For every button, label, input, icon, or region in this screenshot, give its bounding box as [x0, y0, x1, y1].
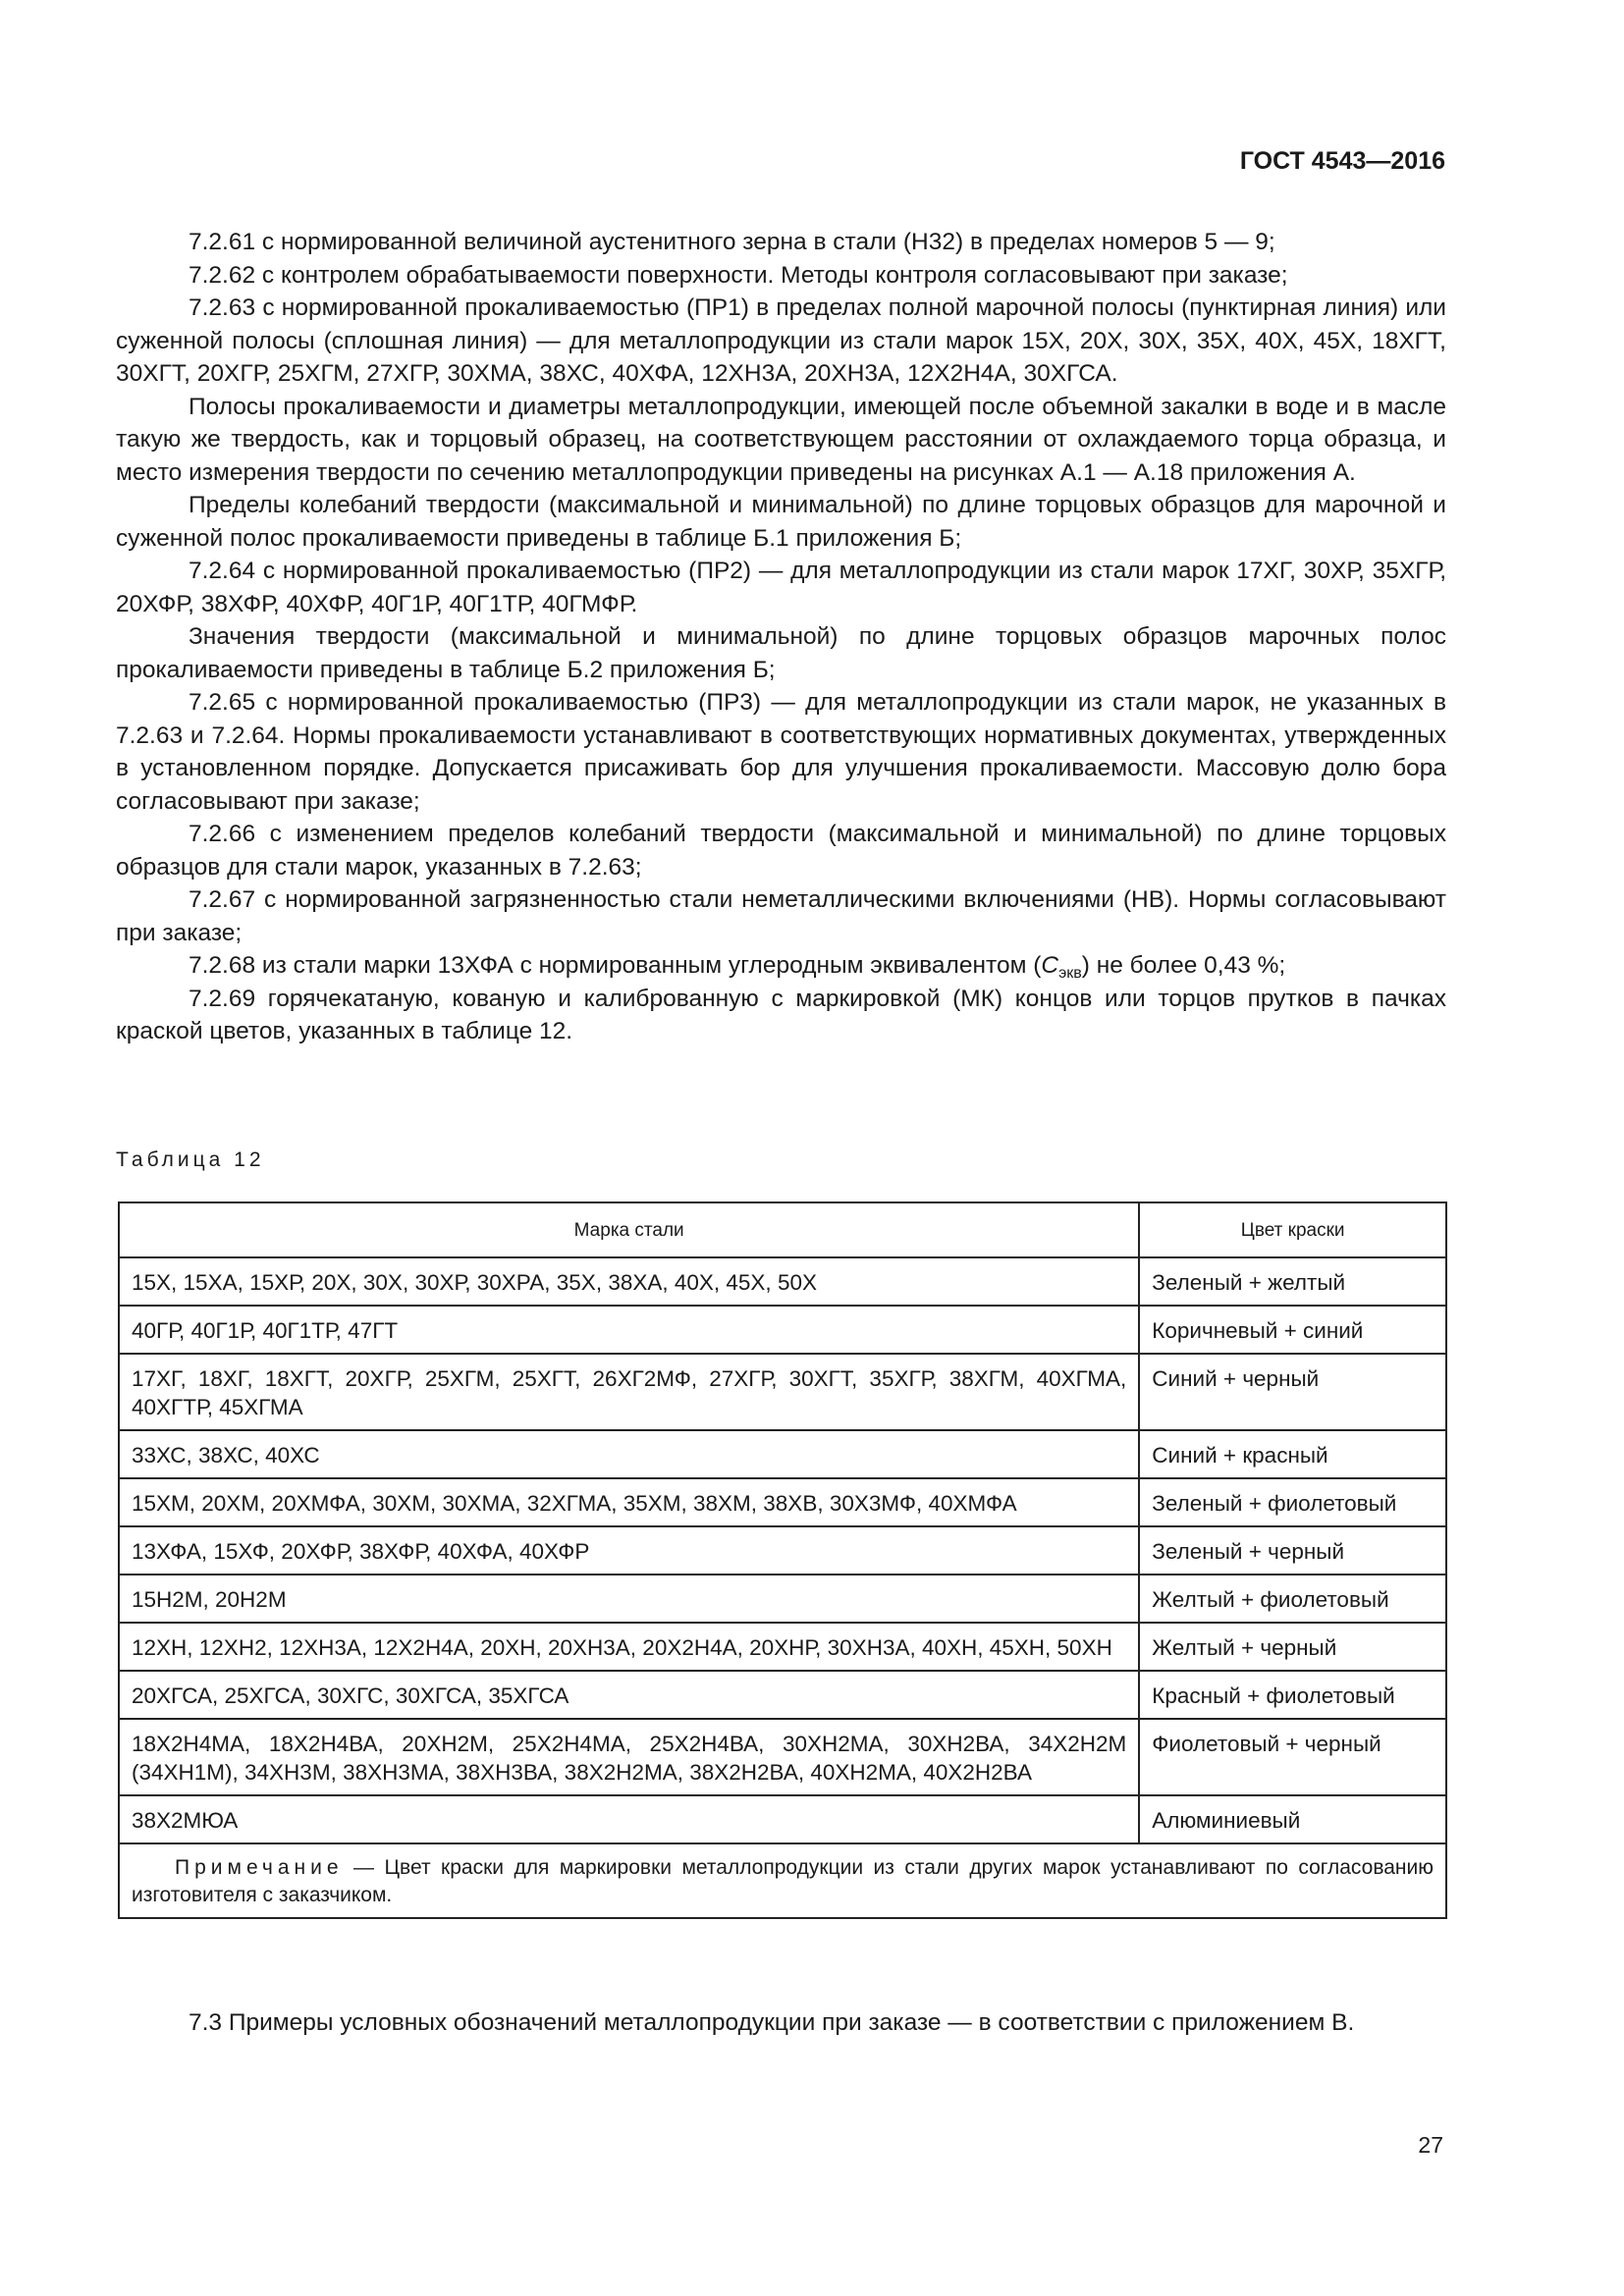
paragraph-7268-after: ) не более 0,43 %;: [1081, 952, 1286, 979]
header-paint-color: Цвет краски: [1139, 1202, 1446, 1257]
paint-color-cell: Желтый + фиолетовый: [1139, 1575, 1446, 1623]
carbon-equivalent-symbol: С: [1041, 952, 1059, 979]
paragraph-7-3: 7.3 Примеры условных обозначений металлопродукции при заказе — в соответствии с приложением В.: [189, 2009, 1355, 2036]
paragraph: 7.2.65 с нормированной прокаливаемостью (ПР3) — для металлопродукции из стали марок, не указанных в 7.2.63 и 7.2.64. Нормы прокаливаемости устанавливают в соответствующих нормативных документах, утвержденных в установленном порядке. Допускается присаживать бор для улучшения прокаливаемости. Массовую долю бора согласовывают при заказе;: [116, 689, 1446, 815]
steel-grades-cell: 12ХН, 12ХН2, 12ХН3А, 12Х2Н4А, 20ХН, 20ХН3А, 20Х2Н4А, 20ХНР, 30ХН3А, 40ХН, 45ХН, 50ХН: [119, 1623, 1139, 1671]
table-note-row: [119, 1843, 1446, 1918]
steel-grades-cell: 15ХМ, 20ХМ, 20ХМФА, 30ХМ, 30ХМА, 32ХГМА, 35ХМ, 38ХМ, 38ХВ, 30Х3МФ, 40ХМФА: [119, 1478, 1139, 1526]
table-header-row: [119, 1202, 1446, 1257]
paint-color-cell: Желтый + черный: [1139, 1623, 1446, 1671]
paragraph-7268: [116, 949, 1446, 983]
table-row: [119, 1671, 1446, 1719]
paint-color-cell: Зеленый + черный: [1139, 1526, 1446, 1575]
steel-grades-cell: 15Н2М, 20Н2М: [119, 1575, 1139, 1623]
paint-color-cell: Зеленый + фиолетовый: [1139, 1478, 1446, 1526]
table-row: [119, 1306, 1446, 1354]
paint-color-cell: Алюминиевый: [1139, 1795, 1446, 1843]
body-text: [116, 226, 1446, 1048]
table-row: [119, 1795, 1446, 1843]
steel-grades-cell: 40ГР, 40Г1Р, 40Г1ТР, 47ГТ: [119, 1306, 1139, 1354]
paragraph: 7.2.66 с изменением пределов колебаний твердости (максимальной и минимальной) по длине торцовых образцов для стали марок, указанных в 7.2.63;: [116, 821, 1446, 881]
table-row: [119, 1478, 1446, 1526]
steel-grades-cell: 17ХГ, 18ХГ, 18ХГТ, 20ХГР, 25ХГМ, 25ХГТ, 26ХГ2МФ, 27ХГР, 30ХГТ, 35ХГР, 38ХГМ, 40ХГМА, 40ХГТР, 45ХГМА: [119, 1354, 1139, 1430]
paragraph-7268-before: 7.2.68 из стали марки 13ХФА с нормированным углеродным эквивалентом (: [189, 952, 1042, 979]
paragraph: 7.2.62 с контролем обрабатываемости поверхности. Методы контроля согласовывают при заказе;: [189, 261, 1288, 289]
table-row: [119, 1719, 1446, 1795]
paragraph: 7.2.61 с нормированной величиной аустенитного зерна в стали (Н32) в пределах номеров 5 — 9;: [189, 229, 1275, 255]
table-row: [119, 1526, 1446, 1575]
steel-grades-cell: 15Х, 15ХА, 15ХР, 20Х, 30Х, 30ХР, 30ХРА, 35Х, 38ХА, 40Х, 45Х, 50Х: [119, 1257, 1139, 1306]
paragraph: Значения твердости (максимальной и минимальной) по длине торцовых образцов марочных полос прокаливаемости приведены в таблице Б.2 приложения Б;: [116, 623, 1446, 683]
paragraph: 7.2.69 горячекатаную, кованую и калиброванную с маркировкой (МК) концов или торцов прутков в пачках краской цветов, указанных в таблице 12.: [116, 985, 1446, 1044]
note-label: Примечание: [175, 1856, 344, 1879]
paint-color-cell: Синий + черный: [1139, 1354, 1446, 1430]
steel-grades-cell: 13ХФА, 15ХФ, 20ХФР, 38ХФР, 40ХФА, 40ХФР: [119, 1526, 1139, 1575]
table-row: [119, 1623, 1446, 1671]
paragraph: Полосы прокаливаемости и диаметры металлопродукции, имеющей после объемной закалки в воде и в масле такую же твердость, как и торцовый образец, на соответствующем расстоянии от охлаждаемого торца образца, и место измерения твердости по сечению металлопродукции приведены на рисунках А.1 — А.18 приложения А.: [116, 393, 1446, 486]
paint-color-cell: Фиолетовый + черный: [1139, 1719, 1446, 1795]
table-caption: Таблица 12: [116, 1148, 265, 1171]
paragraph: 7.2.63 с нормированной прокаливаемостью (ПР1) в пределах полной марочной полосы (пунктирная линия) или суженной полосы (сплошная линия) — для металлопродукции из стали марок 15Х, 20Х, 30Х, 35Х, 40Х, 45Х, 18ХГТ, 30ХГТ, 20ХГР, 25ХГМ, 27ХГР, 30ХМА, 38ХС, 40ХФА, 12ХН3А, 20ХН3А, 12Х2Н4А, 30ХГСА.: [116, 294, 1446, 387]
paragraph: 7.2.67 с нормированной загрязненностью стали неметаллическими включениями (НВ). Нормы согласовывают при заказе;: [116, 886, 1446, 946]
steel-grades-cell: 20ХГСА, 25ХГСА, 30ХГС, 30ХГСА, 35ХГСА: [119, 1671, 1139, 1719]
page-number: 27: [1418, 2132, 1443, 2158]
table-row: [119, 1354, 1446, 1430]
paint-color-cell: Синий + красный: [1139, 1430, 1446, 1478]
header-steel-grade: Марка стали: [119, 1202, 1139, 1257]
steel-grades-cell: 18Х2Н4МА, 18Х2Н4ВА, 20ХН2М, 25Х2Н4МА, 25Х2Н4ВА, 30ХН2МА, 30ХН2ВА, 34Х2Н2М (34ХН1М), 34ХН3М, 38ХН3МА, 38ХН3ВА, 38Х2Н2МА, 38Х2Н2ВА, 40ХН2МА, 40Х2Н2ВА: [119, 1719, 1139, 1795]
note-text: — Цвет краски для маркировки металлопродукции из стали других марок устанавливают по согласованию изготовителя с заказчиком.: [132, 1856, 1434, 1906]
paint-color-cell: Зеленый + желтый: [1139, 1257, 1446, 1306]
paragraph: 7.2.64 с нормированной прокаливаемостью (ПР2) — для металлопродукции из стали марок 17ХГ, 30ХР, 35ХГР, 20ХФР, 38ХФР, 40ХФР, 40Г1Р, 40Г1ТР, 40ГМФР.: [116, 558, 1446, 617]
document-id: ГОСТ 4543—2016: [1239, 147, 1445, 175]
paint-color-cell: Красный + фиолетовый: [1139, 1671, 1446, 1719]
steel-grades-cell: 38Х2МЮА: [119, 1795, 1139, 1843]
table-row: [119, 1257, 1446, 1306]
paint-color-cell: Коричневый + синий: [1139, 1306, 1446, 1354]
steel-grades-cell: 33ХС, 38ХС, 40ХС: [119, 1430, 1139, 1478]
carbon-equivalent-subscript: экв: [1058, 965, 1082, 982]
paragraph: Пределы колебаний твердости (максимальной и минимальной) по длине торцовых образцов для марочной и суженной полос прокаливаемости приведены в таблице Б.1 приложения Б;: [116, 492, 1446, 552]
table-row: [119, 1430, 1446, 1478]
table-note: [119, 1843, 1446, 1918]
paint-color-table: [118, 1201, 1447, 1919]
table-row: [119, 1575, 1446, 1623]
